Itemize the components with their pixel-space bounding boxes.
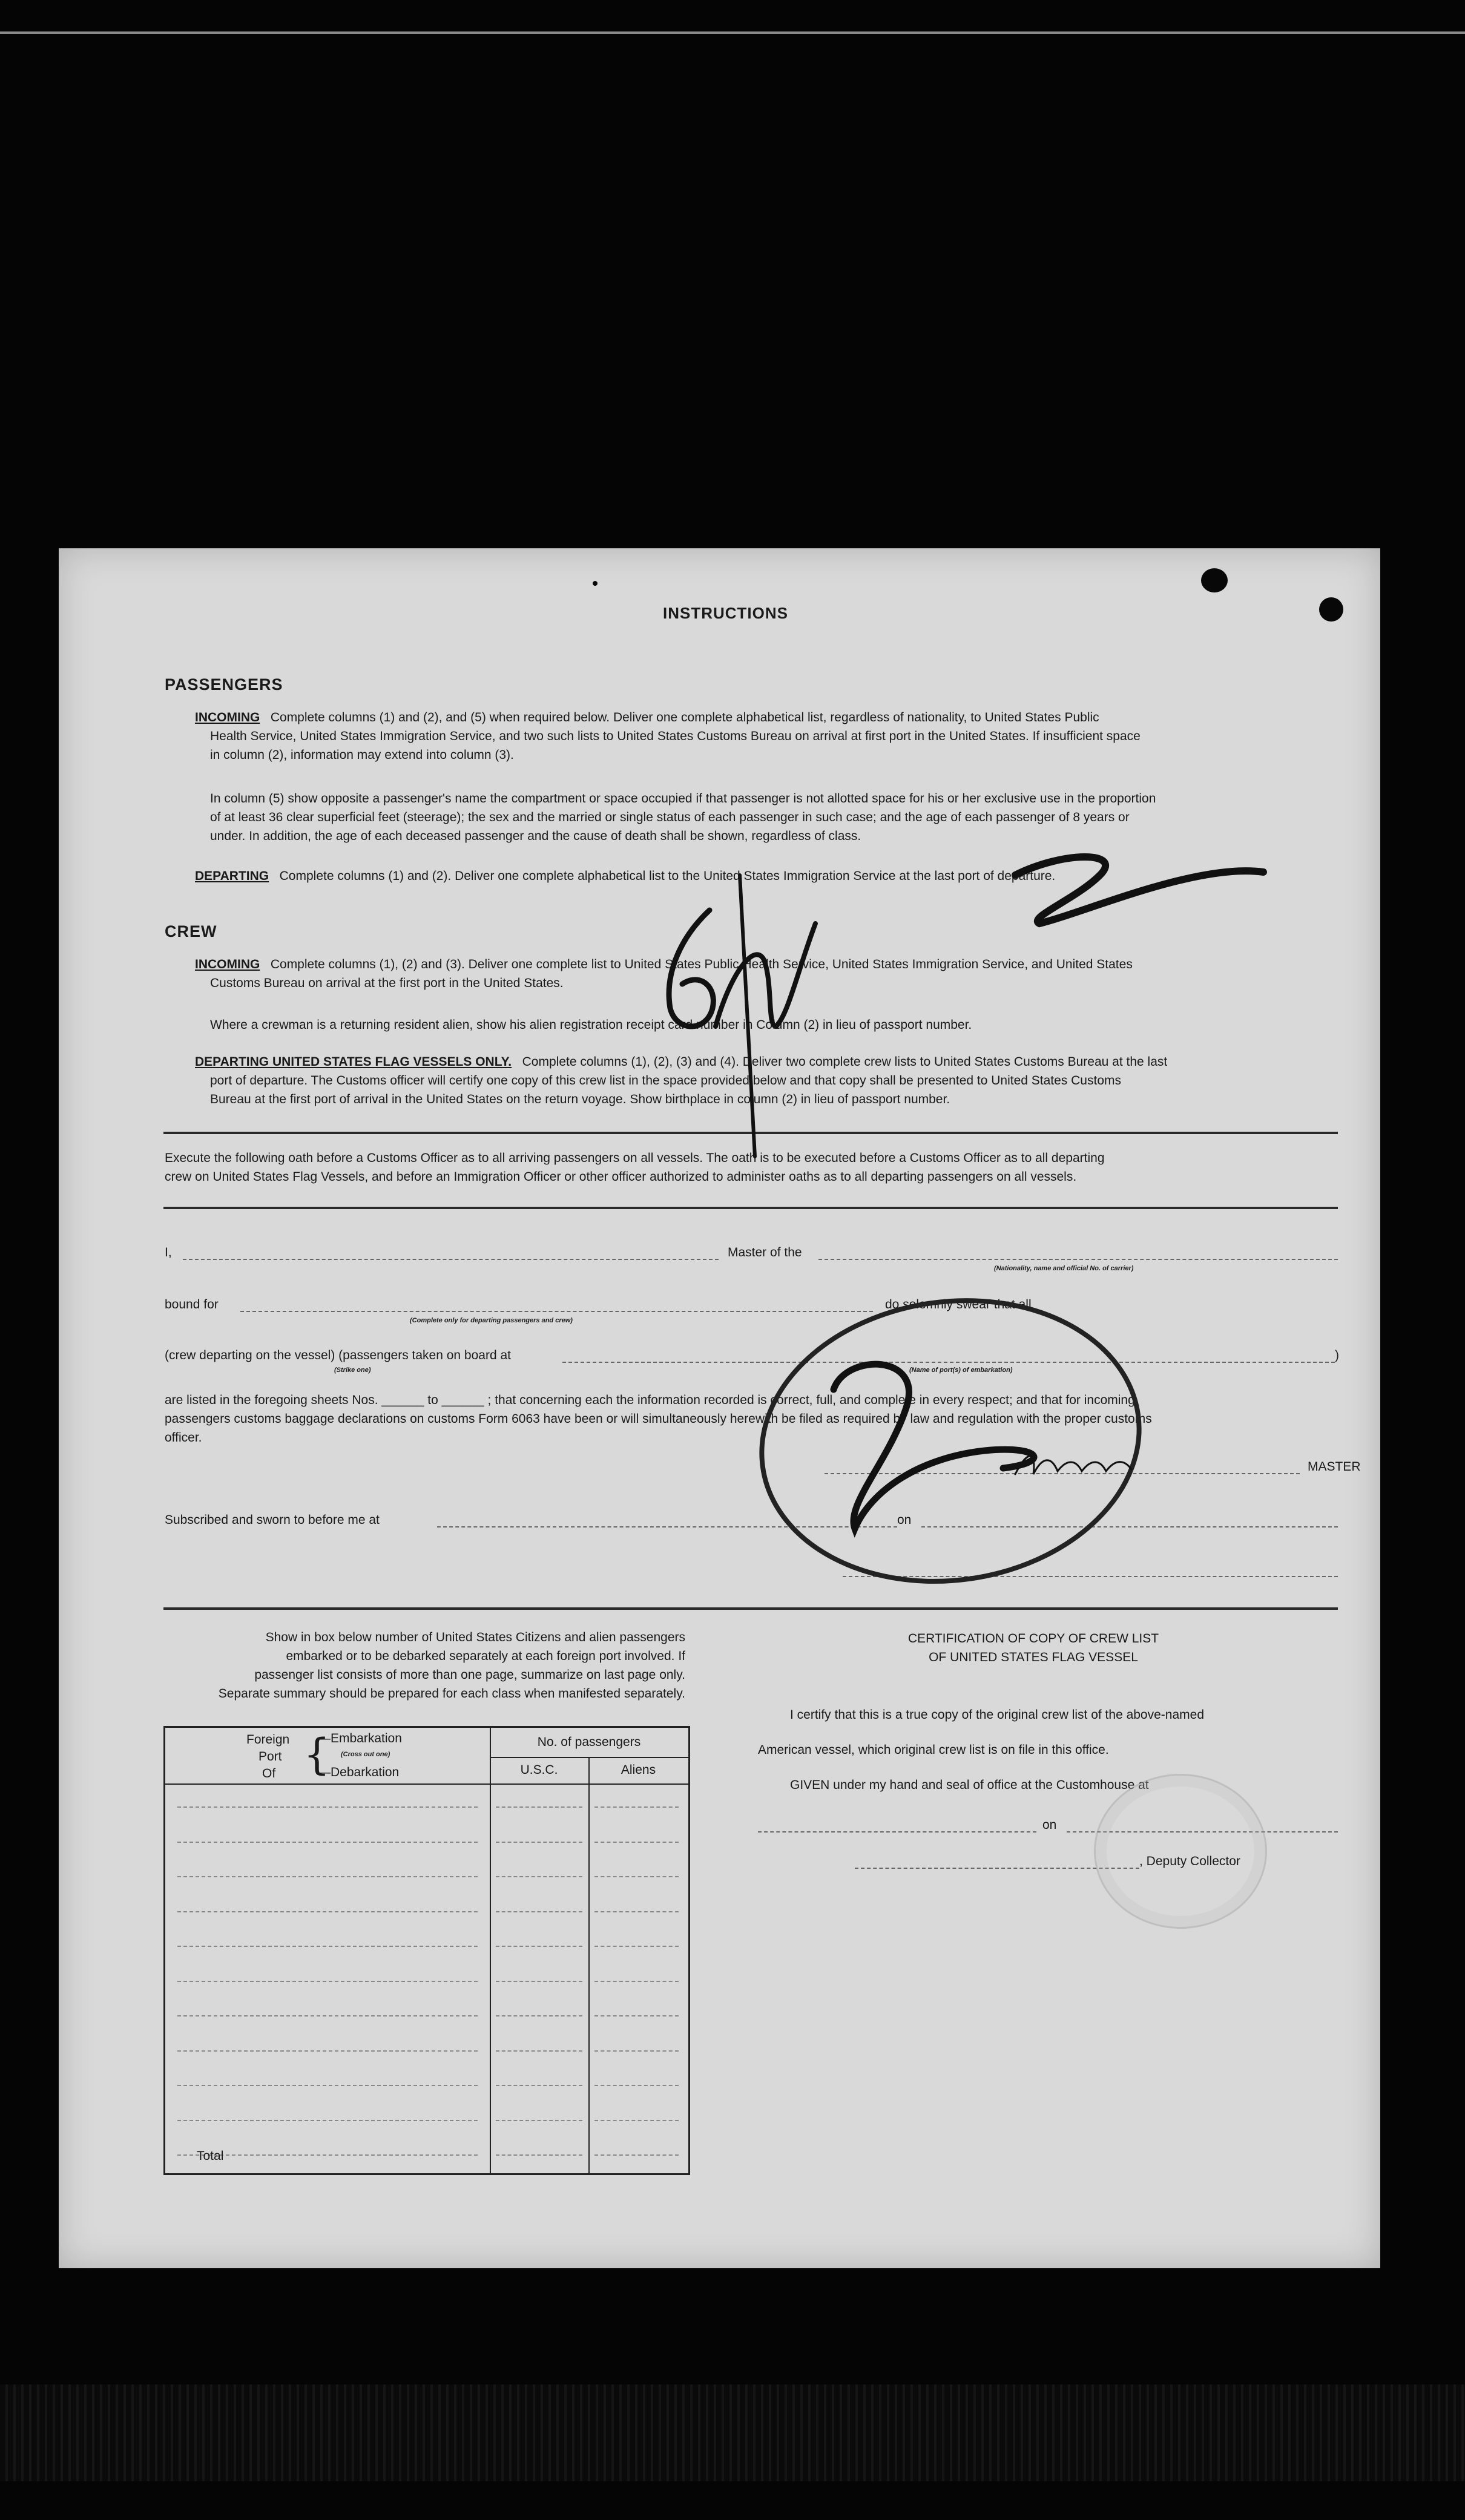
passengers-col5-line: under. In addition, the age of each deceased passenger and the cause of death shall be shown, regardless of class.: [210, 829, 861, 843]
bound-note: (Complete only for departing passengers and crew): [410, 1317, 573, 1324]
certify-line-1: I certify that this is a true copy of the original crew list of the above-named: [790, 1708, 1204, 1722]
instructions-title: INSTRUCTIONS: [663, 604, 788, 622]
passengers-incoming-line: Complete columns (1) and (2), and (5) when required below. Deliver one complete alphabetical list, regardless of nationality, to United States Public: [270, 710, 1099, 724]
crew-departing-line: Bureau at the first port of arrival in the United States on the return voyage. Show birthplace in column (2) in lieu of passport number.: [210, 1092, 950, 1106]
crew-incoming-line: Complete columns (1), (2) and (3). Deliver one complete list to United States Public Health Service, United States Immigration Service, and United States: [270, 957, 1133, 971]
handwritten-slash: [740, 875, 755, 1157]
subscribed-text: Subscribed and sworn to before me at: [165, 1513, 380, 1527]
handwritten-h: [716, 924, 815, 1026]
top-rule: [0, 31, 1465, 34]
passengers-col5-line: of at least 36 clear superficial feet (steerage); the sex and the married or single status of each passenger in such case; and the age of each passenger of 8 years or: [210, 810, 1130, 824]
master-label: MASTER: [1308, 1460, 1361, 1474]
summary-line: Show in box below number of United States Citizens and alien passengers: [265, 1630, 685, 1644]
given-line: GIVEN under my hand and seal of office at the Customhouse at: [790, 1778, 1149, 1792]
listed-line: officer.: [165, 1431, 202, 1445]
deputy-collector-label: , Deputy Collector: [1139, 1854, 1240, 1868]
oath-instructions-line: Execute the following oath before a Customs Officer as to all arriving passengers on all vessels. The oath is to be executed before a Customs Officer as to all departing: [165, 1151, 1105, 1165]
passengers-departing-label: DEPARTING: [195, 869, 269, 883]
passengers-departing-text: Complete columns (1) and (2). Deliver one complete alphabetical list to the United States Immigration Service at the last port of departure.: [279, 869, 1056, 883]
embarkation-note: (Name of port(s) of embarkation): [909, 1367, 1013, 1374]
strike-one-note: (Strike one): [334, 1367, 371, 1374]
oath-instructions-line: crew on United States Flag Vessels, and before an Immigration Officer or other officer authorized to administer oaths as to all departing passengers on all vessels.: [165, 1170, 1077, 1184]
master-signature: [1015, 1456, 1131, 1474]
summary-line: passenger list consists of more than one page, summarize on last page only.: [254, 1668, 685, 1682]
certification-on: on: [1042, 1818, 1057, 1832]
document-page: [59, 548, 1380, 2268]
port-label: Port: [258, 1750, 282, 1764]
hand-drawn-circle: [743, 1277, 1157, 1606]
of-label: Of: [262, 1767, 276, 1780]
summary-line: Separate summary should be prepared for each class when manifested separately.: [218, 1687, 685, 1701]
passengers-col5-line: In column (5) show opposite a passenger's name the compartment or space occupied if that passenger is not allotted space for his or her exclusive use in the proportion: [210, 792, 1156, 806]
crew-departing-text: (crew departing on the vessel) (passengers taken on board at: [165, 1348, 511, 1362]
listed-line: are listed in the foregoing sheets Nos. ______ to ______ ; that concerning each the information recorded is correct, full, and complete in every respect; and that for incoming: [165, 1393, 1135, 1407]
crew-departing-line: Complete columns (1), (2), (3) and (4). Deliver two complete crew lists to United States Customs Bureau at the last: [522, 1055, 1168, 1069]
crew-departing-line: port of departure. The Customs officer will certify one copy of this crew list in the space provided below and that copy shall be presented to United States Customs: [210, 1074, 1121, 1088]
master-of-the: Master of the: [728, 1245, 802, 1259]
bound-for: bound for: [165, 1298, 219, 1311]
cross-out-note: (Cross out one): [341, 1751, 390, 1758]
summary-line: embarked or to be debarked separately at each foreign port involved. If: [286, 1649, 685, 1663]
certification-title-line: CERTIFICATION OF COPY OF CREW LIST: [907, 1632, 1159, 1646]
passengers-incoming-label: INCOMING: [195, 710, 260, 724]
certify-line-2: American vessel, which original crew list is on file in this office.: [758, 1743, 1109, 1757]
brace-glyph: {: [303, 1730, 331, 1779]
embarkation-label: —Embarkation: [318, 1731, 402, 1745]
carrier-note: (Nationality, name and official No. of carrier): [994, 1265, 1134, 1272]
certification-title-line: OF UNITED STATES FLAG VESSEL: [929, 1650, 1138, 1664]
handwriting-layer: [59, 548, 1380, 2268]
passengers-incoming-line: in column (2), information may extend into column (3).: [210, 748, 514, 762]
crew-incoming-line: Customs Bureau on arrival at the first port in the United States.: [210, 976, 564, 990]
film-edge: [0, 2384, 1465, 2481]
crew-heading: CREW: [165, 922, 217, 940]
sworn-on: on: [897, 1513, 912, 1527]
no-of-passengers-label: No. of passengers: [537, 1735, 641, 1749]
swear-text: do solemnly swear that all: [885, 1298, 1032, 1311]
crew-resident-alien: Where a crewman is a returning resident alien, show his alien registration receipt card number in Column (2) in lieu of passport number.: [210, 1018, 972, 1032]
crew-incoming-label: INCOMING: [195, 957, 260, 971]
handwritten-2: [1015, 857, 1263, 924]
passengers-heading: PASSENGERS: [165, 675, 283, 694]
oath-i: I,: [165, 1245, 172, 1259]
passengers-incoming-line: Health Service, United States Immigration Service, and two such lists to United States Customs Bureau on arrival at first port in the United States. If insufficient space: [210, 729, 1141, 743]
handwritten-large-2: [834, 1364, 1034, 1529]
close-paren: ): [1335, 1348, 1339, 1362]
crew-departing-label: DEPARTING UNITED STATES FLAG VESSELS ONLY.: [195, 1055, 512, 1069]
usc-label: U.S.C.: [520, 1763, 558, 1777]
total-label: Total: [197, 2149, 224, 2163]
listed-line: passengers customs baggage declarations on customs Form 6063 have been or will simultaneously herewith be filed as required by law and regulation with the proper customs: [165, 1412, 1152, 1426]
debarkation-label: —Debarkation: [318, 1765, 400, 1779]
foreign-label: Foreign: [246, 1733, 290, 1747]
aliens-label: Aliens: [621, 1763, 656, 1777]
handwritten-6: [669, 910, 713, 1026]
